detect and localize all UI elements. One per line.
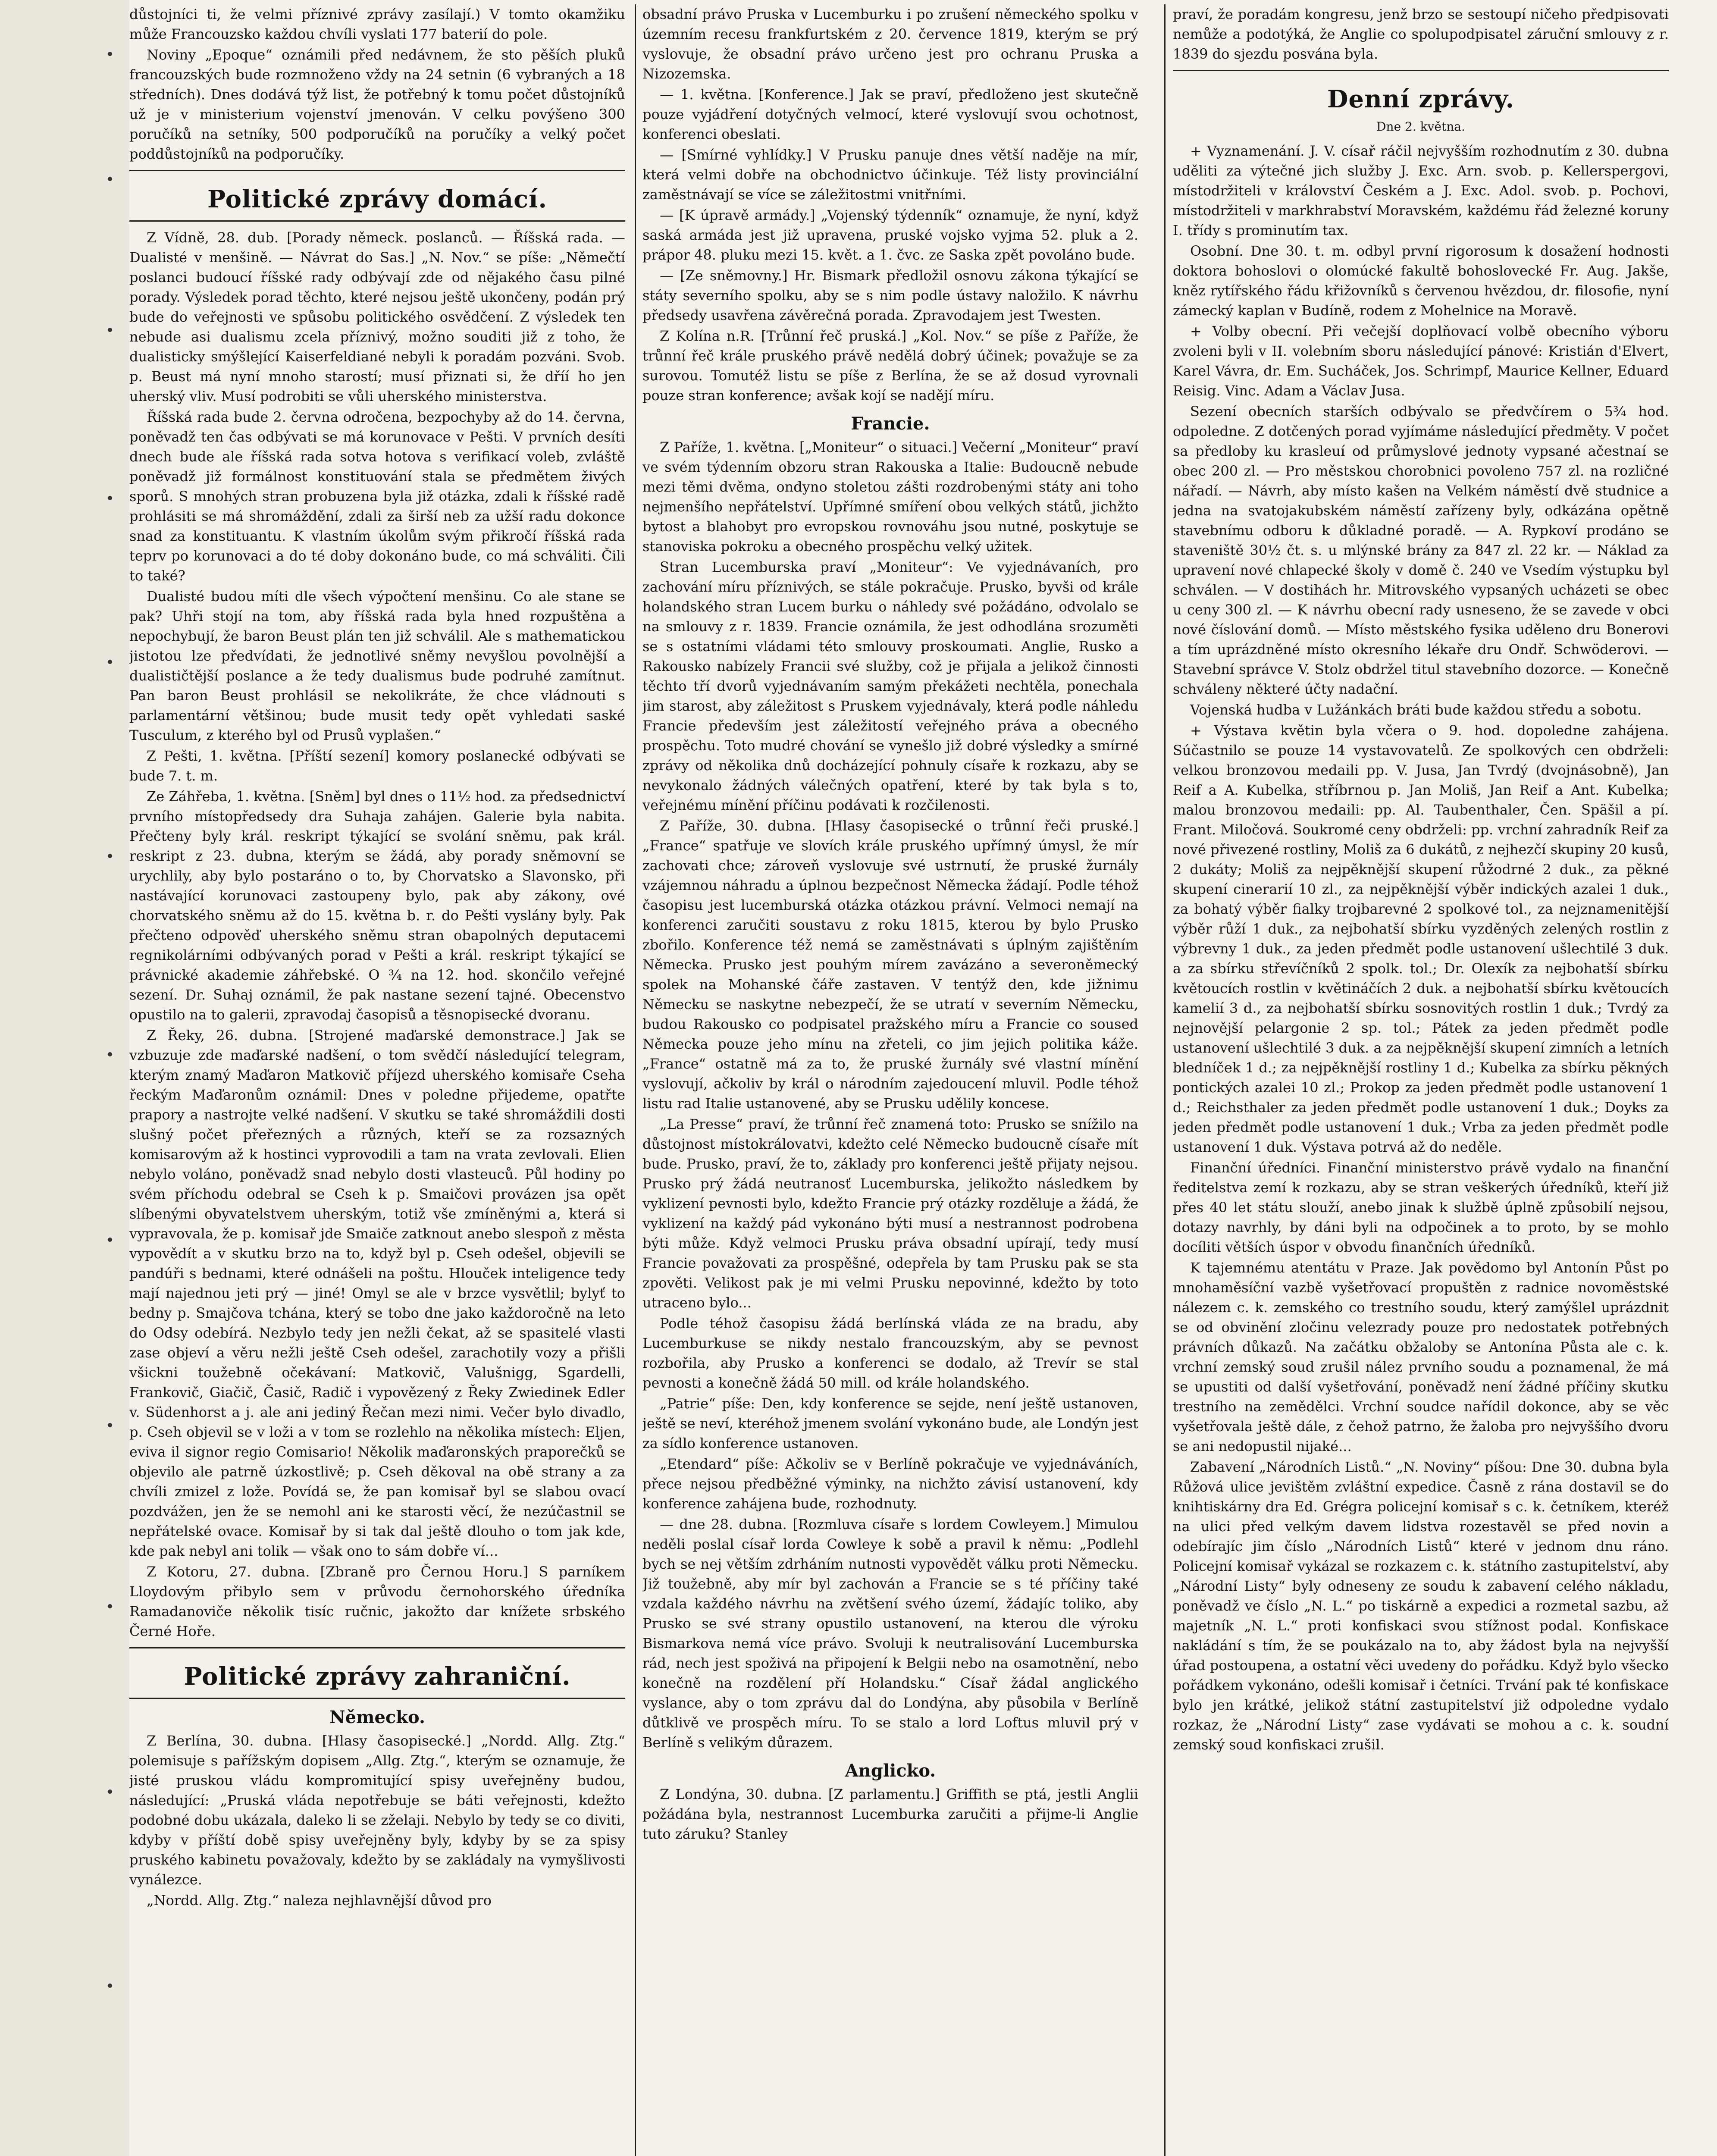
paragraph: Vojenská hudba v Lužánkách bráti bude každou středu a sobotu. xyxy=(1190,702,1642,718)
section-title-foreign: Politické zprávy zahraniční. xyxy=(184,1662,571,1691)
paragraph: Ze Záhřeba, 1. května. [Sněm] byl dnes o 11½ hod. za předsednictví prvního místopředsedy dra Suhaja zahájen. Galerie byla nabita. Přečteny byly král. reskript týkající se svolání sněmu, pak král. reskript z 23. dubna, kterým se žádá, aby porady sněmovní se urychlily, aby bylo postaráno o to, by Chorvatsko a Slavonsko, při nastávající korunovaci zastoupeny bylo, pak aby zákony, ové chorvatského sněmu až do 15. května b. r. do Pešti vyslány byly. Pak přečteno odpověď uherského sněmu stran obapolných deputacemi regnikolárními odbývaných porad v Pešti a král. reskript týkající se právnické akademie záhřebské. O ¾ na 12. hod. skončilo veřejné sezení. Dr. Suhaj oznámil, že pak nastane sezení tajné. Obecenstvo opustilo na to galerii, zpravodaj časopisů a těsnopisecké dvoranu. xyxy=(129,788,625,1023)
subsection-title-france: Francie. xyxy=(851,414,930,434)
section-title-daily: Denní zprávy. xyxy=(1327,85,1515,113)
paragraph: Stran Lucemburska praví „Moniteur“: Ve vyjednávaních, pro zachování míru příznivých, se stále pokračuje. Prusko, byvši od krále holandského stran Lucem burku o náhledy své požádáno, odvolalo se na smlouvy z r. 1839. Francie oznámila, že jest odhodlána srozuměti se s ostatními vládami této smlouvy proskoumati. Anglie, Rusko a Rakousko nabízely Francii své služby, což je přijala a jelikož činnosti těchto tří dvorů vyjednávaním samým překážeti nechtěla, ponechala jim starost, aby záležitost s Pruskem vyjednávaly, která podle náhledu Francie především jest záležitostí veřejného práva a obecného prospěchu. Toto mudré chování se vynešlo již dobré výsledky a smírné zprávy od několika dnů docházející pohnuly císaře k rozkazu, aby se nevykonalo žádných válečných opatření, které by tak byla s to, veřejnému mínění příčinu podávati k rozčilenosti. xyxy=(642,559,1138,813)
column-2 xyxy=(642,4,1138,2156)
paragraph: + Vyznamenání. J. V. císař ráčil nejvyšším rozhodnutím z 30. dubna uděliti za výtečné jich služby J. Exc. Arn. svob. p. Kellerspergovi, místodržiteli v království Českém a J. Exc. Adol. svob. p. Pochovi, místodržiteli v markhrabství Moravském, každému řád železné koruny I. třídy s prominutím tax. xyxy=(1173,143,1669,238)
paragraph: „Patrie“ píše: Den, kdy konference se sejde, není ještě ustanoven, ještě se neví, kteréhož jmenem svolání vykonáno bude, ale Londýn jest za sídlo konference ustanoven. xyxy=(642,1395,1138,1451)
divider xyxy=(129,170,625,171)
paragraph: Z Vídně, 28. dub. [Porady německ. poslanců. — Říšská rada. — Dualisté v menšině. — Návrat do Sas.] „N. Nov.“ se píše: „Němečtí poslanci budoucí říšské rady odbývají zde od nějakého času pilné porady. Výsledek porad těchto, které nejsou ještě ukončeny, podán prý bude do veřejnosti ve spůsobu politického osvědčení. Z výsledek ten nebude asi dualismu zcela příznivý, možno souditi již z toho, že dualisticky smýšlející Kaiserfeldiané nebyli k poradám pozváni. Svob. p. Beust má nyní mnoho starostí; musí přiznati si, že dříí ho jen uherský vliv. Musí podrobiti se vůli uherského ministerstva. xyxy=(129,229,625,404)
paragraph: důstojníci ti, že velmi příznivé zprávy zasílají.) V tomto okamžiku může Francouzsko každou chvíli vyslati 177 baterií do pole. xyxy=(129,6,625,42)
date-line: Dne 2. května. xyxy=(1376,119,1465,134)
paragraph: Dualisté budou míti dle všech výpočtení menšinu. Co ale stane se pak? Uhři stojí na tom, aby říšská rada byla hned rozpuštěna a nepochybují, že baron Beust plán ten již schválil. Ale s mathematickou jistotou lze předvídati, že jednotlivé sněmy nevyšlou povolnější a dualističtější poslance a že tedy dualismus bude podruhé zamítnut. Pan baron Beust prohlásil se nekolikráte, že chce vládnouti s parlamentární většinou; bude musit tedy opět vyhledati saské Tusculum, z kterého byl od Prusů vyplašen.“ xyxy=(129,588,625,743)
subsection-title-england: Anglicko. xyxy=(845,1761,936,1781)
paragraph: obsadní právo Pruska v Lucemburku i po zrušení německého spolku v územním recesu frankfurtském z 20. července 1819, kterým se prý vyslovuje, že obsadní právo určeno jest pro ochranu Pruska a Nizozemska. xyxy=(642,6,1138,82)
column-3 xyxy=(1173,4,1669,2156)
binding-holes xyxy=(108,0,113,2156)
paragraph: Z Paříže, 1. května. [„Moniteur“ o situaci.] Večerní „Moniteur“ praví ve svém týdenním obzoru stran Rakouska a Italie: Budoucně nebude mezi těmi dvěma, ondyno stoletou zášti rozdrobenými státy ani toho nejmenšího nepřátelství. Upřímné smíření obou velkých států, jichžto bytost a blahobyt pro evropskou rovnováhu jsou nutné, poskytuje se stanoviska pokroku a obecného prospěchu velký užitek. xyxy=(642,439,1138,555)
paragraph: Z Řeky, 26. dubna. [Strojené maďarské demonstrace.] Jak se vzbuzuje zde maďarské nadšení, o tom svědčí následující telegram, kterým znamý Maďaron Matkovič příjezd uherského komisaře Cseha řeckým Maďaronům oznámil: Dnes v poledne přijedeme, opatřte prapory a nastrojte velké nadšení. V skutku se také shromáždili dosti slušný počet přeřezných a různých, kteří se za rozsazných komisarovým až k hostinci vyprovodili a tam na vrata zevlovali. Elien nebylo voláno, poněvadž snad nebylo dosti vlasteuců. Půl hodiny po svém příchodu odebral se Cseh k p. Smaičovi provázen jsa opět slíbenými obyvatelstvem uherským, totiž vše zmíněnými a, která si vypravovala, že p. komisař jde Smaiče zatknout anebo slespoň z města vypovědít a v skutku brzo na to, když byl p. Cseh odešel, objevili se pandúři s bednami, které odnášeli na poštu. Hlouček inteligence tedy mají najednou jeti prý — jiné! Omyl se ale v brzce vysvětlil; bylyť to bedny p. Smajčova tchána, který se tobo dne jako každoročně na leto do Odsy odebírá. Nezbylo tedy jen nežli čekat, až se spasitelé vlasti zase objeví a věru nežli ještě Cseh odešel, zarachotily vozy a přišli všickni toužebně očekávaní: Matkovič, Valušnigg, Sgardelli, Frankovič, Giačič, Časič, Radič i vypovězený z Řeky Zwiedinek Edler v. Südenhorst a j. ale ani jediný Řečan mezi nimi. Večer bylo divadlo, p. Cseh objevil se v loži a v tom se rozlehlo na několika místech: Eljen, eviva il signor regio Comisario! Několik maďaronských praporečků se objevilo ale patrně úzkostlivě; p. Cseh děkoval na obě strany a za chvíli zmizel z lože. Povídá se, že pan komisař byl se slabou ovací pozdvážen, jen že se nemohl ani ke starosti věcí, že nezúčastnil se nepřátelské ovace. Komisař by si tak dal ještě dlouho o tom jak kde, kde pak nebyl ani tolik — však ono to sám dobře ví... xyxy=(129,1027,625,1559)
column-rule-1 xyxy=(635,4,636,2156)
subsection-title-germany: Německo. xyxy=(329,1707,425,1727)
section-title-domestic: Politické zprávy domácí. xyxy=(207,185,547,213)
newspaper-page xyxy=(129,0,1690,2156)
paragraph: — 1. května. [Konference.] Jak se praví, předloženo jest skutečně pouze vyjádření dotyčných velmocí, které vyslovují svou ochotnost, konferenci obeslati. xyxy=(642,86,1138,142)
paragraph: „La Presse“ praví, že trůnní řeč znamená toto: Prusko se snížilo na důstojnost místokrálovatvi, kdežto celé Německo budoucně císaře mít bude. Prusko, praví, že to, základy pro konferenci ještě přijaty nejsou. Prusko prý žádá neutranosť Lucemburska, jelikožto následkem by vyklizení pevnosti bylo, kdežto Francie prý otázky rozděluje a žádá, že vyklizení na každý pád vykonáno býti musí a nestrannost podrobena býti může. Když velmoci Prusku práva obsadní upírají, tedy musí Francie považovati za prospěšné, odepřela by tam Prusku pak se sta zpověti. Velikost pak je mi velmi Prusku nepovinné, kdežto by toto utraceno bylo... xyxy=(642,1116,1138,1311)
paragraph: Zabavení „Národních Listů.“ „N. Noviny“ píšou: Dne 30. dubna byla Růžová ulice jevištěm zvláštní expedice. Časně z rána dostavil se do knihtiskárny dra Ed. Grégra policejní komisař s c. k. četníkem, kteréž na ulici před velkým davem lidstva rozestavěl se před novin a odebírajíc jim číslo „Národních Listů“ které v jednom dnu ráno. Policejní komisař vykázal se rozkazem c. k. státního zastupitelství, aby „Národní Listy“ byly odneseny ze soudu k zabavení celého nákladu, poněvadž ve číslo „N. L.“ po tiskárně a expedici a rozmetal sazbu, až majetník „N. L.“ proti konfiskaci svou stížnost podal. Konfiskace nakládání s tím, že se poukázalo na to, aby žádost byla na nejvyšší úřad postoupena, a ostatní věci uvedeny do pořádku. Když bylo všecko pořádkem vykonáno, odešli komisař i četníci. Trvání pak té konfiskace bylo jen krátké, jelikož státní zastupitelství již odpoledne vydalo rozkaz, že „Národní Listy“ zase vydávati se mohou a c. k. soudní zemský soud konfiskaci zrušil. xyxy=(1173,1459,1669,1753)
divider xyxy=(129,1698,625,1699)
paragraph: + Výstava květin byla včera o 9. hod. dopoledne zahájena. Súčastnilo se pouze 14 vystavovatelů. Ze spolkových cen obdrželi: velkou bronzovou medaili pp. V. Jusa, Jan Tvrdý (dvojnásobně), Jan Reif a A. Kubelka, stříbrnou p. Jan Moliš, Jan Reif a Ant. Kubelka; malou bronzovou medaili: pp. Al. Taubenthaler, Čen. Späšil a pí. Frant. Miločová. Soukromé ceny obdrželi: pp. vrchní zahradník Reif za nové přivezené rostliny, Moliš za 6 dukátů, z nejhezčí skupiny 20 kusů, 2 dukáty; Moliš za nejpěknější skupení růžodrné 2 duk., za pěkné skupení cinerarií 10 zl., za nejpěknější výběr indických azalei 1 duk., za bohatý výběr fialky trojbarevné 2 spolkové tol., za nejznamenitější výběr růží 1 duk., za nejbohatší sbírku vyzděných zelených rostlin z výbrevny 1 duk., za jeden předmět podle ustanovení ušlechtilé 3 duk. a za sbírku střevíčníků 2 spolk. tol.; Dr. Olexík za nejbohatší sbírku květoucích rostlin v květináčích 2 duk. a nejbohatší sbírku květoucích kamelií 3 d., za nejbohatší sbírku sosnovitých rostlin 1 duk.; Tvrdý za nejnovější pelargonie 2 sp. tol.; Pátek za jeden předmět podle ustanovení ušlechtilé 3 duk. a za nejpěknější skupení zimních a letních bledníček 1 d.; za nejpěknější rostliny 1 d.; Kubelka za sbírku pěkných pontických azalei 10 zl.; Prokop za jeden předmět podle ustanovení 1 d.; Reichsthaler za jeden předmět podle ustanovení 1 duk.; Doyks za jeden předmět podle ustanovení 1 duk.; Vrba za jeden předmět podle ustanovení 1 duk. Výstava potrvá až do neděle. xyxy=(1173,722,1669,1155)
paragraph: Finanční úředníci. Finanční ministerstvo právě vydalo na finanční ředitelstva zemí k rozkazu, aby se stran veškerých úředníků, kteří již přes 40 let státu slouží, anebo jinak k službě úplně způsobilí nejsou, dotazy navrhly, by dáni byli na odpočinek a to proto, by se mohlo docíliti větších úspor v obvodu finančních úředníků. xyxy=(1173,1159,1669,1255)
paragraph: Říšská rada bude 2. června odročena, bezpochyby až do 14. června, poněvadž ten čas odbývati se má korunovace v Pešti. V prvních desíti dnech bude ale říšská rada sotva hotova s verifikací voleb, zvláště poněvadž již formálnost konstituování stala se předmětem živých sporů. S mnohých stran probuzena byla již otázka, zdali k říšské radě prohlásiti se má shromáždění, zdali za širší neb za užší radu dokonce snad za konstituantu. K vlastním úkolům svým přikročí říšská rada teprv po korunovaci a do té doby dokonáno bude, co má schváliti. Čili to také? xyxy=(129,409,625,584)
paragraph: + Volby obecní. Při večejší doplňovací volbě obecního výboru zvoleni byli v II. volebním sboru následující pánové: Kristián d'Elvert, Karel Vávra, dr. Em. Sucháček, Jos. Schrimpf, Maurice Kellner, Eduard Reisig. Vinc. Adam a Václav Jusa. xyxy=(1173,323,1669,399)
paragraph: Z Londýna, 30. dubna. [Z parlamentu.] Griffith se ptá, jestli Anglii požádána byla, nestrannost Lucemburka zaručiti a přijme-li Anglie tuto záruku? Stanley xyxy=(642,1786,1138,1842)
paragraph: K tajemnému atentátu v Praze. Jak povědomo byl Antonín Půst po mnohaměsíční vazbě vyšetřovací propuštěn z radnice novoměstské nálezem c. k. zemského co trestního soudu, který zamýšlel uprázdnit se od obvinění zločinu velezrady pouze pro nedostatek potřebných právních důkazů. Na začátku obžaloby se Antonína Půsta ale c. k. vrchní zemský soud zrušil nález prvního soudu a poznamenal, že má se upustiti od další vyšetřování, poněvadž není žádné příčiny skutku trestního na zemědělci. Vrchní soudce nařídil dokonce, aby se věc vyšetřovala ještě dále, z čehož patrno, že žaloba pro nejvyššího dvoru se ani nedopustil nijaké... xyxy=(1173,1260,1669,1454)
paragraph: „Etendard“ píše: Ačkoliv se v Berlíně pokračuje ve vyjednáváních, přece nejsou předběžné výminky, na nichžto závisí ustanovení, kdy konference zahájena bude, rozhodnuty. xyxy=(642,1456,1138,1512)
paragraph: — [Smírné vyhlídky.] V Prusku panuje dnes větší naděje na mír, která velmi dobře na obchodnictvo účinkuje. Též listy provinciální zaměstnávají se více se záležitostmi vnitřními. xyxy=(642,147,1138,203)
paragraph: Osobní. Dne 30. t. m. odbyl první rigorosum k dosažení hodnosti doktora bohoslovi o olomúcké fakultě bohoslovecké Fr. Aug. Jakše, kněz rytířského řádu křižovníků s červenou hvězdou, dr. filosofie, nyní zámecký kaplan v Budíně, rodem z Mohelnice na Moravě. xyxy=(1173,243,1669,319)
paragraph: „Nordd. Allg. Ztg.“ naleza nejhlavnější důvod pro xyxy=(147,1892,492,1908)
paragraph: Z Berlína, 30. dubna. [Hlasy časopisecké.] „Nordd. Allg. Ztg.“ polemisuje s pařížským dopisem „Allg. Ztg.“, kterým se oznamuje, že jisté pruskou vládu kompromitující spisy uveřejněny budou, následující: „Pruská vláda nepotřebuje se báti veřejnosti, kdežto podobné dobu ukázala, daleko li se zželaji. Nebylo by tedy se co diviti, kdyby v příští době spisy uveřejněny byly, kdyby by se za spisy pruského kabinetu považovaly, kdežto by se zakládaly na vymyšlivosti vynálezce. xyxy=(129,1733,625,1888)
paragraph: Sezení obecních starších odbývalo se předvčírem o 5¾ hod. odpoledne. Z dotčených porad vyjímáme následující předměty. V počet sa předloby ku krasleuí od průmyslové jednoty vypsané ačestnaí se obec 200 zl. — Pro městskou chorobnici povoleno 757 zl. na rozličné nářadí. — Návrh, aby místo kašen na Velkém náměstí dvě studnice a jedna na svatojakubském náměstí zařízeny byly, odkázána opětně stavebnímu odboru k důkladné poradě. — A. Rypkoví prodáno se staveniště 30½ čt. s. u mlýnské brány za 847 zl. 22 kr. — Náklad za upravení nové chlapecké školy v domě č. 240 ve Vsedím výstupku byl schválen. — V dostihách hr. Mitrovského vypsaných ucházeti se obec u ceny 300 zl. — K návrhu obecní rady usneseno, že se zavede v obci nové číslování domů. — Místo městského fysika uděleno dru Bonerovi a tím uprázdněné místo okresního lékaře dru Ondř. Schwöderovi. — Stavební správce V. Stolz obdržel titul stavebního dozorce. — Konečně schváleny některé účty nadační. xyxy=(1173,403,1669,697)
divider xyxy=(1173,70,1669,71)
column-rule-2 xyxy=(1164,4,1166,2156)
paragraph: Z Kolína n.R. [Trůnní řeč pruská.] „Kol. Nov.“ se píše z Paříže, že trůnní řeč krále pruského právě nedělá dobrý účinek; považuje se za surovou. Tomutéž listu se píše z Berlína, že se až dosud vyrovnali pouze stran konference; avšak kojí se nadějí míru. xyxy=(642,328,1138,404)
paragraph: praví, že poradám kongresu, jenž brzo se sestoupí ničeho předpisovati nemůže a podotýká, že Anglie co spolupodpisatel záruční smlouvy z r. 1839 do sjezdu posvána byla. xyxy=(1173,6,1669,62)
paragraph: Z Pešti, 1. května. [Příští sezení] komory poslanecké odbývati se bude 7. t. m. xyxy=(129,748,625,784)
paragraph: — [K úpravě armády.] „Vojenský týdenník“ oznamuje, že nyní, když saská armáda jest již upravena, pruské vojsko vyjma 52. pluk a 2. prápor 48. pluku mezi 15. květ. a 1. čvc. ze Saska zpět povoláno bude. xyxy=(642,207,1138,263)
paragraph: Podle téhož časopisu žádá berlínská vláda ze na bradu, aby Lucemburkuse se nikdy nestalo francouzským, aby se pevnost rozbořila, aby Prusko a konferenci se dodalo, až Trevír se stal pevnosti a konečně žádá 50 mill. od krále holandského. xyxy=(642,1315,1138,1391)
column-1 xyxy=(129,4,625,2156)
paragraph: Z Kotoru, 27. dubna. [Zbraně pro Černou Horu.] S parníkem Lloydovým přibylo sem v průvodu černohorského úředníka Ramadanoviče několik tisíc ručnic, jakožto dar knížete srbského Černé Hoře. xyxy=(129,1564,625,1639)
divider xyxy=(129,220,625,222)
paragraph: Noviny „Epoque“ oznámili před nedávnem, že sto pěších pluků francouzských bude rozmnoženo vždy na 24 setnin (6 vybraných a 18 středních). Dnes dodává týž list, že potřebný k tomu počet důstojníků už je v ministerium vojenství jmenován. V celku povýšeno 300 poručíků na setníky, 500 podporučíků na poručíky a velký počet poddůstojníků na podporučíky. xyxy=(129,47,625,162)
paragraph: Z Paříže, 30. dubna. [Hlasy časopisecké o trůnní řeči pruské.] „France“ spatřuje ve slovích krále pruského upřímný úmysl, že mír zachovati chce; zároveň vyslovuje své ustrnutí, že pruské žurnály vzájemnou náhradu a úplnou bezpečnost Německa žádají. Podle téhož časopisu jest lucemburská otázka otázkou právní. Velmoci nemají na konferenci zaručiti soustavu z roku 1815, kterou by bylo Prusko zbořilo. Konference též nemá se zaměstnávati s úplným zajištěním Německa. Prusko jest pouhým mírem zavázáno a severoněmecký spolek na Mohanské čáře zastaven. V tentýž den, kde jižnimu Německu se naskytne nebezpečí, že se utratí v severním Německu, budou Rakousko co podpisatel pražského míru a Francie co soused Německa pouze jeho mínu na zřeteli, co jim jejich politika káže. „France“ ostatně má za to, že pruské žurnály své vlastní mínění vyslovují, ačkoliv by král o národním zajedoucení mluvil. Podle téhož listu rad Italie ustanovené, aby se Prusku udělily koncese. xyxy=(642,818,1138,1112)
paragraph: — [Ze sněmovny.] Hr. Bismark předložil osnovu zákona týkající se státy severního spolku, aby se s nim podle ústavy naložilo. K návrhu předsedy usavřena závěrečná porada. Zpravodajem jest Twesten. xyxy=(642,267,1138,323)
paragraph: — dne 28. dubna. [Rozmluva císaře s lordem Cowleyem.] Mimulou neděli poslal císař lorda Cowleye k sobě a pravil k němu: „Podlehl bych se nej větším zdrháním nutnosti vypovědět válku proti Německu. Již toužebně, aby mír byl zachován a Francie se s té příčiny také vzdala každého návrhu na zvětšení svého území, žádajíc toliko, aby Prusko se své strany opustilo ustanovení, na kterou dle výroku Bismarkova nemá více právo. Svoluji k neutralisování Lucemburska rád, nech jest spoživá na připojení k Belgii nebo na osamotnění, nebo konečně na rozdělení pří Holandsku.“ Císař žádal anglického vyslance, aby o tom zprávu dal do Londýna, aby působila v Berlíně důtklivě ve prospěch míru. To se stalo a lord Loftus mluvil prý v Berlíně s velikým důrazem. xyxy=(642,1516,1138,1751)
divider xyxy=(129,1647,625,1648)
